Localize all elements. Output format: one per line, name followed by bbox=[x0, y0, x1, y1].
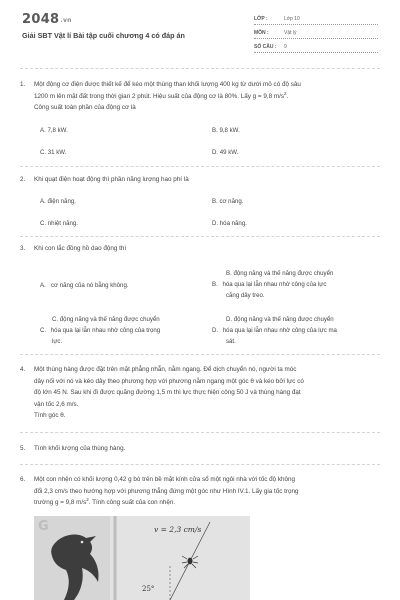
figure-svg bbox=[34, 516, 250, 600]
question-text: Khi quạt điện hoạt động thì phần năng lượng hao phí là bbox=[34, 176, 189, 183]
option-b[interactable] bbox=[212, 125, 240, 136]
option-a[interactable] bbox=[40, 125, 68, 136]
option-letter: B. bbox=[212, 281, 218, 288]
option-line: căng dây treo. bbox=[226, 292, 265, 299]
velocity-label: v = 2,3 cm/s bbox=[154, 525, 202, 534]
question-line: Một thùng hàng được đặt trên mặt phẳng nhẵn, nằm ngang. Để dịch chuyển nó, người ta móc bbox=[34, 366, 297, 373]
option-line: D. động năng và thế năng được chuyển bbox=[226, 316, 334, 323]
meta-value: Lớp 10 bbox=[284, 16, 300, 22]
question-text bbox=[34, 364, 380, 422]
question-line: 1200 m lên mặt đất trong thời gian 2 phút. Hiệu suất của động cơ là 80%. Lấy g = 9,8 $m/s^2$. bbox=[34, 90, 289, 100]
superscript: 2 bbox=[283, 90, 287, 96]
logo-text: 2048 bbox=[22, 12, 60, 27]
option-text: B. cơ năng. bbox=[212, 198, 244, 205]
question-text bbox=[34, 474, 380, 509]
question-line-text: . Tính công suất của con nhện. bbox=[88, 499, 176, 506]
question-number: 5. bbox=[20, 445, 26, 452]
document-title: Giải SBT Vật lí Bài tập cuối chương 4 có đáp án bbox=[22, 31, 185, 40]
section-divider bbox=[20, 464, 380, 465]
option-text: A. điện năng. bbox=[40, 198, 76, 205]
option-c[interactable] bbox=[40, 147, 66, 158]
option-line-row bbox=[212, 279, 382, 290]
question-2 bbox=[20, 174, 380, 186]
option-letter: D. bbox=[212, 327, 219, 334]
question-number: 4. bbox=[20, 366, 26, 373]
watermark-glyph: G bbox=[38, 519, 49, 534]
question-number: 6. bbox=[20, 476, 26, 483]
option-line: sát. bbox=[226, 338, 236, 345]
option-b[interactable] bbox=[212, 268, 382, 301]
question-number: 3. bbox=[20, 245, 26, 252]
option-text: C. 31 kW. bbox=[40, 149, 67, 156]
meta-key: MÔN : bbox=[254, 30, 269, 36]
question-text bbox=[34, 79, 380, 114]
meta-row-grade bbox=[254, 14, 378, 25]
meta-row-subject bbox=[254, 28, 378, 39]
option-letter: C. bbox=[40, 327, 47, 334]
question-4 bbox=[20, 364, 380, 422]
option-a[interactable] bbox=[40, 280, 129, 291]
question-text: Khi con lắc đồng hồ dao động thì bbox=[34, 245, 127, 252]
question-5 bbox=[20, 443, 380, 455]
option-line: hóa qua lại lẫn nhau nhờ công của lực bbox=[222, 281, 327, 288]
option-d[interactable] bbox=[212, 218, 247, 229]
option-text: B. 9,8 kW. bbox=[212, 127, 240, 134]
question-line: vận tốc 2,6 m/s. bbox=[34, 400, 79, 408]
option-c[interactable] bbox=[40, 218, 78, 229]
option-letter: A. bbox=[40, 282, 46, 289]
superscript: 2 bbox=[86, 497, 89, 502]
logo-suffix: .vn bbox=[60, 17, 72, 24]
option-line: hóa qua lại lẫn nhau nhờ công của trọng bbox=[50, 327, 161, 334]
figure-spider-window bbox=[34, 516, 250, 600]
option-d[interactable] bbox=[212, 314, 382, 347]
meta-key: LỚP : bbox=[254, 16, 268, 22]
question-text: Tính khối lượng của thùng hàng. bbox=[34, 445, 126, 452]
option-line: hóa qua lại lẫn nhau nhờ công của lực ma bbox=[222, 327, 337, 334]
section-divider bbox=[20, 166, 380, 167]
question-number: 1. bbox=[20, 81, 26, 88]
meta-value: 9 bbox=[284, 44, 287, 50]
question-6 bbox=[20, 474, 380, 509]
question-line: Công suất toàn phần của động cơ là bbox=[34, 104, 136, 111]
option-text: A. 7,8 kW. bbox=[40, 127, 68, 134]
section-divider bbox=[20, 432, 380, 433]
meta-key: SỐ CÂU : bbox=[254, 44, 277, 50]
site-logo[interactable] bbox=[22, 12, 72, 27]
option-text: C. nhiệt năng. bbox=[40, 220, 78, 227]
question-line: Một con nhện có khối lượng 0,42 g bò trên bề mặt kính cửa sổ một ngôi nhà với tốc độ không bbox=[34, 476, 296, 483]
option-d[interactable] bbox=[212, 147, 238, 158]
question-line: Tính góc θ. bbox=[34, 412, 66, 419]
page-header bbox=[0, 0, 400, 60]
option-line-row bbox=[40, 325, 212, 336]
option-text: D. hóa năng. bbox=[212, 220, 247, 227]
option-line: C. động năng và thế năng được chuyển bbox=[52, 316, 160, 323]
meta-row-count bbox=[254, 42, 378, 53]
option-line: B. động năng và thế năng được chuyển bbox=[226, 270, 334, 277]
question-line: dây nối với nó và kéo dây theo phương hợp với phương nằm ngang một góc θ và kéo bởi lực có bbox=[34, 377, 304, 385]
option-c[interactable] bbox=[40, 314, 212, 347]
question-line-text: 1200 m lên mặt đất trong thời gian 2 phút. Hiệu suất của động cơ là 80%. Lấy g = 9,8 m/s bbox=[34, 92, 284, 100]
question-line bbox=[34, 497, 380, 509]
option-text: D. 49 kW. bbox=[212, 149, 239, 156]
section-divider bbox=[20, 354, 380, 355]
option-line: lực. bbox=[52, 338, 63, 345]
question-line-text: trường g = 9,8 m/s bbox=[34, 499, 87, 506]
section-divider bbox=[20, 236, 380, 237]
option-a[interactable] bbox=[40, 196, 76, 207]
option-line-row bbox=[212, 325, 382, 336]
angle-label: 25° bbox=[142, 585, 155, 593]
question-line: độ lớn 45 N. Sau khi đi được quãng đường 1,5 m thì lực thực hiện công 50 J và thùng hàng đạt bbox=[34, 389, 301, 396]
question-line: đổi 2,3 cm/s theo hướng hợp với phương thẳng đứng một góc như Hình IV.1. Lấy gia tốc trọng bbox=[34, 487, 299, 495]
option-text: cơ năng của nó bằng không. bbox=[51, 282, 129, 289]
option-b[interactable] bbox=[212, 196, 243, 207]
question-line: Một động cơ điện được thiết kế để kéo một thùng than khối lượng 400 kg từ dưới mỏ có độ sâu bbox=[34, 81, 301, 88]
question-1 bbox=[20, 79, 380, 114]
question-3 bbox=[20, 243, 380, 255]
section-divider bbox=[20, 68, 380, 69]
meta-value: Vật lý bbox=[284, 30, 297, 36]
question-number: 2. bbox=[20, 176, 26, 183]
